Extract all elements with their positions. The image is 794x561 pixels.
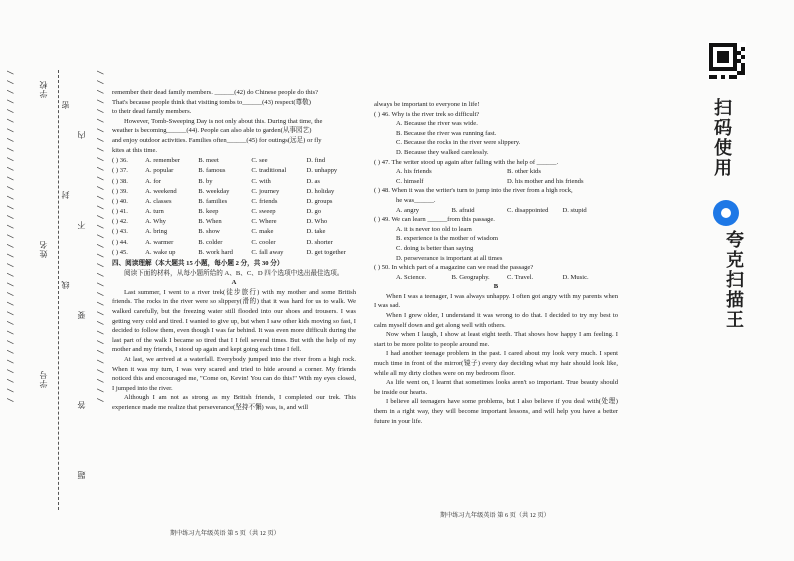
passage-paragraph: Last summer, I went to a river trek(徒步旅行) with my mother and some British friends. The rocks in the river were so slippery(滑的) that it was hard for us to walk. We walked carefully, but the freezing water still flooded into our shoes and trousers. I was getting very cold and tired. I wanted to give up, but when I saw other kids moving so fast, I decided to follow them, even though I was far behind. It was even more difficult during the last part of the walk I became so tired that I I fell several times. But with the help of my mother and my friends, I stood up again and kept going each time I fell. xyxy=(112,288,356,354)
intro-line: That's because people think that visiting tombs to______(43) respect(尊敬) xyxy=(112,98,311,106)
right-column xyxy=(374,100,618,426)
option-cell: C. see xyxy=(251,157,268,165)
option-cell: D. find xyxy=(306,157,326,165)
passage-paragraph: When I grew older, I understand it was wrong to do that. I decided to try my best to calm myself down and get along well with others. xyxy=(374,312,618,329)
intro-line: to their dead family members. xyxy=(112,108,192,116)
option-row xyxy=(112,187,356,197)
quark-banner-text: 夸克扫描王 xyxy=(723,230,744,330)
answer-option: C. himself xyxy=(396,177,424,185)
para-line: However, Tomb-Sweeping Day is not only about this. During that time, the xyxy=(124,117,323,125)
option-cell: D. as xyxy=(306,177,320,185)
question-list xyxy=(374,110,618,283)
question-stem: ( ) 48. When it was the writer's turn to jump into the river from a high rock, xyxy=(374,187,573,195)
answer-option-row xyxy=(374,206,618,216)
option-row xyxy=(112,166,356,176)
school-label: 学校 xyxy=(39,80,48,98)
passage-paragraph: Now when I laugh, I show at least eight teeth. That shows how happy I am feeling. I start to be more polite to people around me. xyxy=(374,331,618,348)
option-cell: C. journey xyxy=(251,187,280,195)
name-label: 姓名 xyxy=(39,240,48,258)
para-line: and enjoy outdoor activities. Families often______(45) for outings(远足) or fly xyxy=(112,136,322,144)
seal-char-yao: 要 xyxy=(77,310,86,319)
answer-option: D. stupid xyxy=(562,206,587,214)
option-cell: B. weekday xyxy=(198,187,230,195)
qr-code-icon xyxy=(708,42,746,80)
qr-module xyxy=(741,71,745,75)
option-cell: D. holiday xyxy=(306,187,335,195)
section-instructions: 阅读下面的材料，从每小题所给的 A、B、C、D 四个选项中选出最佳选项。 xyxy=(124,269,344,277)
answer-option: A. it is never too old to learn xyxy=(396,225,472,233)
seal-char-nei: 内 xyxy=(77,130,86,139)
option-row xyxy=(112,156,356,166)
answer-option: C. Travel. xyxy=(507,273,534,281)
option-cell: ( ) 40. xyxy=(112,197,128,205)
option-cell: D. shorter xyxy=(306,238,333,246)
option-row xyxy=(112,217,356,227)
option-row xyxy=(112,248,356,258)
answer-option: B. other kids xyxy=(507,168,541,176)
passage-b-letter: B xyxy=(493,283,499,291)
passage-paragraph: At last, we arrived at a waterfall. Everybody jumped into the river from a high rock. When it was my turn, I was very scared and tried to hide around a corner. My friends noticed this and encouraged me, "Come on, Kevin! You can do this!" With my eyes closed, I jumped into the river. xyxy=(112,355,356,392)
option-cell: B. by xyxy=(198,177,213,185)
option-row xyxy=(112,207,356,217)
answer-option: B. experience is the mother of wisdom xyxy=(396,235,498,243)
answer-option: B. afraid xyxy=(451,206,475,214)
passage-paragraph: When I was a teenager, I was always unhappy. I often got angry with my parents when I was sad. xyxy=(374,292,618,310)
left-column xyxy=(112,88,356,413)
option-cell: B. show xyxy=(198,228,220,236)
answer-option: C. Because the rocks in the river were slippery. xyxy=(396,139,521,147)
answer-option: C. doing is better than saying xyxy=(396,244,474,252)
option-row xyxy=(112,227,356,237)
option-cell: C. friends xyxy=(251,197,278,205)
continued-line: always be important to everyone in life! xyxy=(374,101,480,108)
answer-option: A. Because the river was wide. xyxy=(396,120,478,128)
option-cell: A. bring xyxy=(145,228,168,236)
option-cell: B. When xyxy=(198,218,222,226)
qr-module xyxy=(733,75,737,79)
option-cell: A. warmer xyxy=(145,238,174,246)
option-cell: C. with xyxy=(251,177,271,185)
answer-option: A. angry xyxy=(396,206,420,214)
option-cell: B. keep xyxy=(198,208,219,216)
seal-char-da: 答 xyxy=(77,400,86,409)
answer-option-row xyxy=(374,177,618,187)
option-cell: A. turn xyxy=(145,208,164,216)
option-cell: C. sweep xyxy=(251,208,276,216)
option-row xyxy=(112,238,356,248)
passage-paragraph: Although I am not as strong as my British friends, I completed our trek. This experience made me realize that perseverance(坚持不懈) was, is, and will xyxy=(112,394,356,411)
option-cell: A. weekend xyxy=(145,187,177,195)
question-stem: ( ) 49. We can learn ______from this passage. xyxy=(374,216,495,224)
option-cell: ( ) 38. xyxy=(112,177,128,185)
passage-paragraph: As life went on, I learnt that sometimes looks aren't so important. True beauty should be inside our hearts. xyxy=(374,379,618,396)
para-line: kites at this time. xyxy=(112,146,158,154)
option-cell: A. remember xyxy=(145,157,180,165)
option-cell: ( ) 42. xyxy=(112,218,128,226)
option-cell: C. traditional xyxy=(251,167,287,175)
qr-module xyxy=(713,75,717,79)
option-cell: B. colder xyxy=(198,238,223,246)
section-title: 四、阅读理解（本大题共 15 小题，每小题 2 分，共 30 分） xyxy=(112,260,284,268)
seal-char-ti: 题 xyxy=(77,470,86,479)
question-stem-cont: he was______. xyxy=(396,196,436,204)
answer-option: D. perseverance is important at all times xyxy=(396,254,503,262)
answer-option: D. his mother and his friends xyxy=(507,177,584,185)
answer-option-row xyxy=(374,273,618,283)
student-id-label: 学号 xyxy=(39,370,48,388)
option-row xyxy=(112,177,356,187)
option-cell: A. Why xyxy=(145,218,166,226)
para-line: weather is becoming______(44). People can also able to garden(从事园艺) xyxy=(112,127,312,135)
binding-margin xyxy=(0,70,108,510)
qr-module xyxy=(721,75,725,79)
qr-module xyxy=(725,59,729,63)
answer-option: D. Because they walked carelessly. xyxy=(396,148,489,156)
page-footer-left: 期中练习九年级英语 第 5 页（共 12 页） xyxy=(170,530,280,537)
binding-slashes-right: / / / / / / / / / / / / / / / / / / / / / / / / / / / / / / / / / / / xyxy=(96,70,105,403)
option-row xyxy=(112,197,356,207)
question-stem: ( ) 46. Why is the river trek so difficult? xyxy=(374,110,480,118)
passage-b xyxy=(374,292,618,426)
option-cell: B. meet xyxy=(198,157,219,165)
option-cell: A. classes xyxy=(145,197,172,205)
option-cell: C. Where xyxy=(251,218,277,226)
passage-paragraph: I believe all teenagers have some problems, but I also believe if you deal with(处理) them in a right way, they will become important lessons, and will help you have a better future in your life. xyxy=(374,398,618,425)
answer-option: B. Because the river was running fast. xyxy=(396,129,497,137)
option-cell: ( ) 37. xyxy=(112,167,128,175)
option-cell: B. famous xyxy=(198,167,226,175)
seal-char-xian: 线 xyxy=(61,280,70,289)
intro-line: remember their dead family members. ______(42) do Chinese people do this? xyxy=(112,89,318,96)
option-cell: D. unhappy xyxy=(306,167,338,175)
option-cell: C. fall away xyxy=(251,248,284,256)
answer-option: A. his friends xyxy=(396,168,432,176)
option-cell: D. go xyxy=(306,208,322,216)
question-stem: ( ) 50. In which part of a magazine can we read the passage? xyxy=(374,264,534,272)
option-cell: D. get together xyxy=(306,248,346,256)
answer-option: C. disappointed xyxy=(507,206,549,214)
option-cell: ( ) 43. xyxy=(112,228,128,236)
cut-line xyxy=(58,70,59,510)
passage-paragraph: I had another teenage problem in the past. I cared about my look very much. I spent much time in front of the mirror(镜子) every day deciding what my hair should look like, while all my dirty clothes were on my bedroom floor. xyxy=(374,350,618,377)
seal-char-bu: 不 xyxy=(77,220,86,229)
seal-char-mi: 密 xyxy=(61,100,70,109)
option-cell: C. make xyxy=(251,228,274,236)
option-cell: ( ) 45. xyxy=(112,248,128,256)
option-cell: B. families xyxy=(198,197,228,205)
option-cell: D. take xyxy=(306,228,326,236)
option-cell: ( ) 44. xyxy=(112,238,128,246)
seal-char-feng: 封 xyxy=(61,190,70,199)
answer-option: B. Geography. xyxy=(451,273,490,281)
qr-module xyxy=(741,55,745,59)
answer-option: A. Science. xyxy=(396,273,427,281)
answer-option: D. Music. xyxy=(562,273,589,281)
option-cell: A. popular xyxy=(145,167,174,175)
option-cell: D. Who xyxy=(306,218,328,226)
option-cell: A. for xyxy=(145,177,161,185)
quark-logo-icon xyxy=(713,200,739,226)
option-cell: ( ) 39. xyxy=(112,187,128,195)
option-cell: ( ) 36. xyxy=(112,157,128,165)
scan-banner-text: 扫码使用 xyxy=(711,98,732,178)
qr-module xyxy=(741,47,745,51)
page-footer-right: 期中练习九年级英语 第 6 页（共 12 页） xyxy=(440,512,550,519)
option-cell: D. groups xyxy=(306,197,333,205)
option-cell: A. wake up xyxy=(145,248,176,256)
binding-slashes-left: / / / / / / / / / / / / / / / / / / / / / / / / / / / / / / / / / / / xyxy=(6,70,15,403)
option-cell: ( ) 41. xyxy=(112,208,128,216)
option-cell: C. cooler xyxy=(251,238,276,246)
answer-option-row xyxy=(374,167,618,177)
passage-a-letter: A xyxy=(231,279,237,287)
options-table xyxy=(112,156,356,258)
question-stem: ( ) 47. The writer stood up again after falling with the help of ______. xyxy=(374,158,559,166)
option-cell: B. work hard xyxy=(198,248,233,256)
